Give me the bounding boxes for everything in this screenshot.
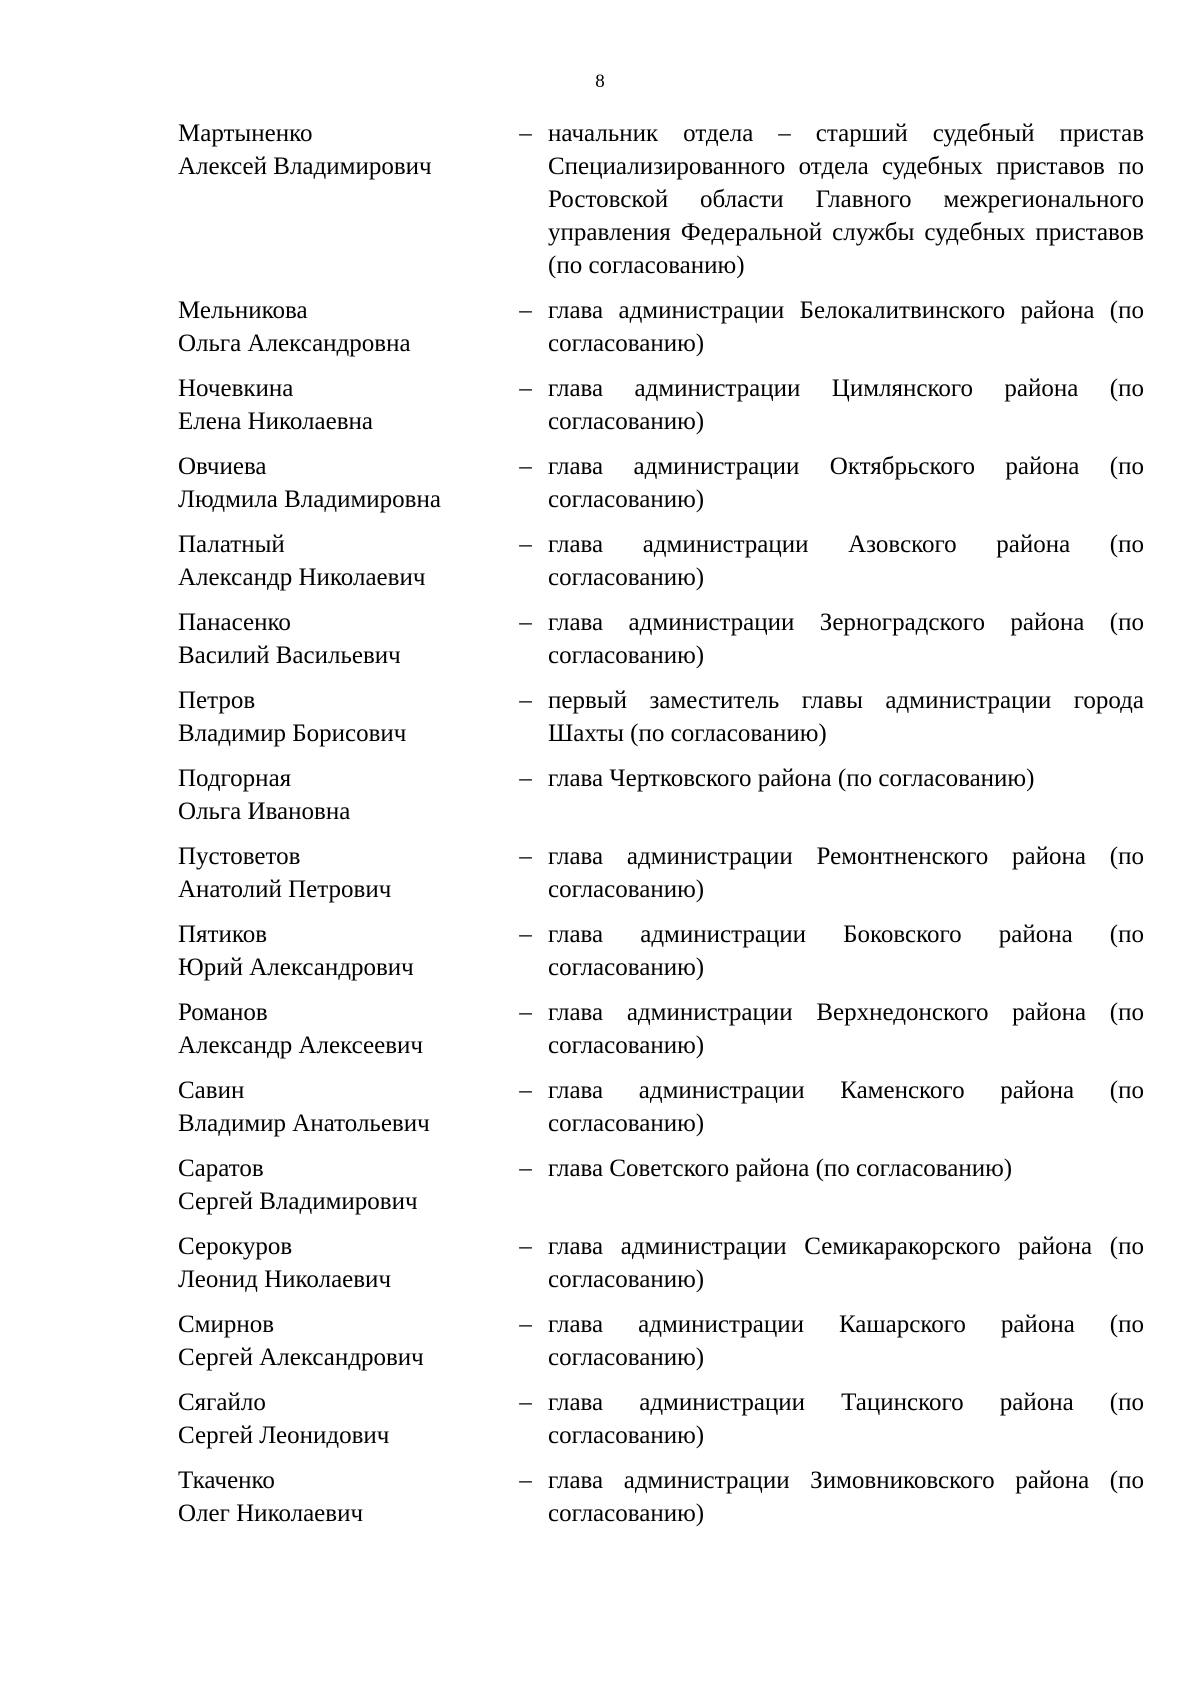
list-item (178, 1074, 1144, 1140)
list-item (178, 528, 1144, 594)
position-description: глава администрации Боковского района (по согласованию) (548, 921, 1144, 981)
dash-separator: – (519, 687, 532, 714)
surname: Овчиева (178, 453, 267, 480)
dash-separator: – (519, 453, 532, 480)
dash-separator: – (519, 531, 532, 558)
surname: Петров (178, 687, 256, 714)
given-names: Юрий Александрович (178, 954, 414, 981)
list-item (178, 294, 1144, 360)
person-name (178, 1464, 503, 1530)
given-names: Сергей Леонидович (178, 1422, 390, 1449)
surname: Сягайло (178, 1389, 266, 1416)
position-description: глава администрации Зерноградского района (по согласованию) (548, 609, 1144, 669)
given-names: Сергей Александрович (178, 1344, 424, 1371)
surname: Мартыненко (178, 120, 313, 147)
surname: Пустоветов (178, 843, 301, 870)
dash-separator: – (519, 1389, 532, 1416)
dash-separator: – (519, 609, 532, 636)
list-item (178, 372, 1144, 438)
person-name (178, 1230, 503, 1296)
surname: Мельникова (178, 297, 308, 324)
position-description: глава администрации Белокалитвинского района (по согласованию) (548, 297, 1144, 357)
list-item (178, 450, 1144, 516)
dash-separator: – (519, 375, 532, 402)
surname: Панасенко (178, 609, 291, 636)
list-item (178, 1386, 1144, 1452)
person-name (178, 528, 503, 594)
position-description: глава администрации Тацинского района (по согласованию) (548, 1389, 1144, 1449)
given-names: Елена Николаевна (178, 408, 373, 435)
list-item (178, 762, 1144, 828)
person-name (178, 294, 503, 360)
position-description: глава администрации Кашарского района (по согласованию) (548, 1311, 1144, 1371)
given-names: Ольга Ивановна (178, 798, 351, 825)
person-name (178, 684, 503, 750)
person-name (178, 918, 503, 984)
dash-separator: – (519, 1077, 532, 1104)
given-names: Анатолий Петрович (178, 876, 392, 903)
page-number: 8 (595, 71, 605, 92)
position-description: глава администрации Ремонтненского района (по согласованию) (548, 843, 1144, 903)
dash-separator: – (519, 1155, 532, 1182)
position-description: глава Чертковского района (по согласованию) (548, 765, 1035, 792)
person-name (178, 372, 503, 438)
person-name (178, 1074, 503, 1140)
list-item (178, 1230, 1144, 1296)
dash-separator: – (519, 999, 532, 1026)
given-names: Сергей Владимирович (178, 1188, 418, 1215)
given-names: Ольга Александровна (178, 330, 411, 357)
surname: Саратов (178, 1155, 264, 1182)
position-description: начальник отдела – старший судебный пристав Специализированного отдела судебных приставов по Ростовской области Главного межрегионального управления Федеральной службы судебных приставов (по согласованию) (548, 120, 1144, 279)
person-name (178, 606, 503, 672)
dash-separator: – (519, 765, 532, 792)
position-description: глава Советского района (по согласованию) (548, 1155, 1013, 1182)
position-description: глава администрации Октябрьского района (по согласованию) (548, 453, 1144, 513)
position-description: глава администрации Семикаракорского района (по согласованию) (548, 1233, 1144, 1293)
position-description: глава администрации Каменского района (по согласованию) (548, 1077, 1144, 1137)
position-description: глава администрации Азовского района (по согласованию) (548, 531, 1144, 591)
list-item (178, 996, 1144, 1062)
person-name (178, 762, 503, 828)
dash-separator: – (519, 1467, 532, 1494)
surname: Романов (178, 999, 268, 1026)
given-names: Василий Васильевич (178, 642, 401, 669)
given-names: Владимир Борисович (178, 720, 407, 747)
surname: Палатный (178, 531, 285, 558)
surname: Подгорная (178, 765, 292, 792)
list-item (178, 1152, 1144, 1218)
surname: Савин (178, 1077, 245, 1104)
member-list (178, 117, 1144, 1542)
dash-separator: – (519, 1233, 532, 1260)
position-description: глава администрации Зимовниковского района (по согласованию) (548, 1467, 1144, 1527)
given-names: Владимир Анатольевич (178, 1110, 430, 1137)
list-item (178, 117, 1144, 282)
position-description: глава администрации Верхнедонского района (по согласованию) (548, 999, 1144, 1059)
surname: Ночевкина (178, 375, 294, 402)
list-item (178, 606, 1144, 672)
list-item (178, 918, 1144, 984)
surname: Пятиков (178, 921, 268, 948)
dash-separator: – (519, 921, 532, 948)
surname: Смирнов (178, 1311, 275, 1338)
dash-separator: – (519, 1311, 532, 1338)
position-description: глава администрации Цимлянского района (по согласованию) (548, 375, 1144, 435)
given-names: Олег Николаевич (178, 1500, 364, 1527)
given-names: Алексей Владимирович (178, 153, 432, 180)
given-names: Леонид Николаевич (178, 1266, 392, 1293)
given-names: Александр Николаевич (178, 564, 426, 591)
person-name (178, 1308, 503, 1374)
dash-separator: – (519, 120, 532, 147)
position-description: первый заместитель главы администрации города Шахты (по согласованию) (548, 687, 1144, 747)
list-item (178, 840, 1144, 906)
person-name (178, 1386, 503, 1452)
person-name (178, 450, 503, 516)
person-name (178, 117, 503, 282)
person-name (178, 840, 503, 906)
surname: Ткаченко (178, 1467, 275, 1494)
given-names: Александр Алексеевич (178, 1032, 423, 1059)
given-names: Людмила Владимировна (178, 486, 441, 513)
list-item (178, 684, 1144, 750)
dash-separator: – (519, 297, 532, 324)
list-item (178, 1464, 1144, 1530)
list-item (178, 1308, 1144, 1374)
dash-separator: – (519, 843, 532, 870)
person-name (178, 996, 503, 1062)
surname: Серокуров (178, 1233, 293, 1260)
person-name (178, 1152, 503, 1218)
